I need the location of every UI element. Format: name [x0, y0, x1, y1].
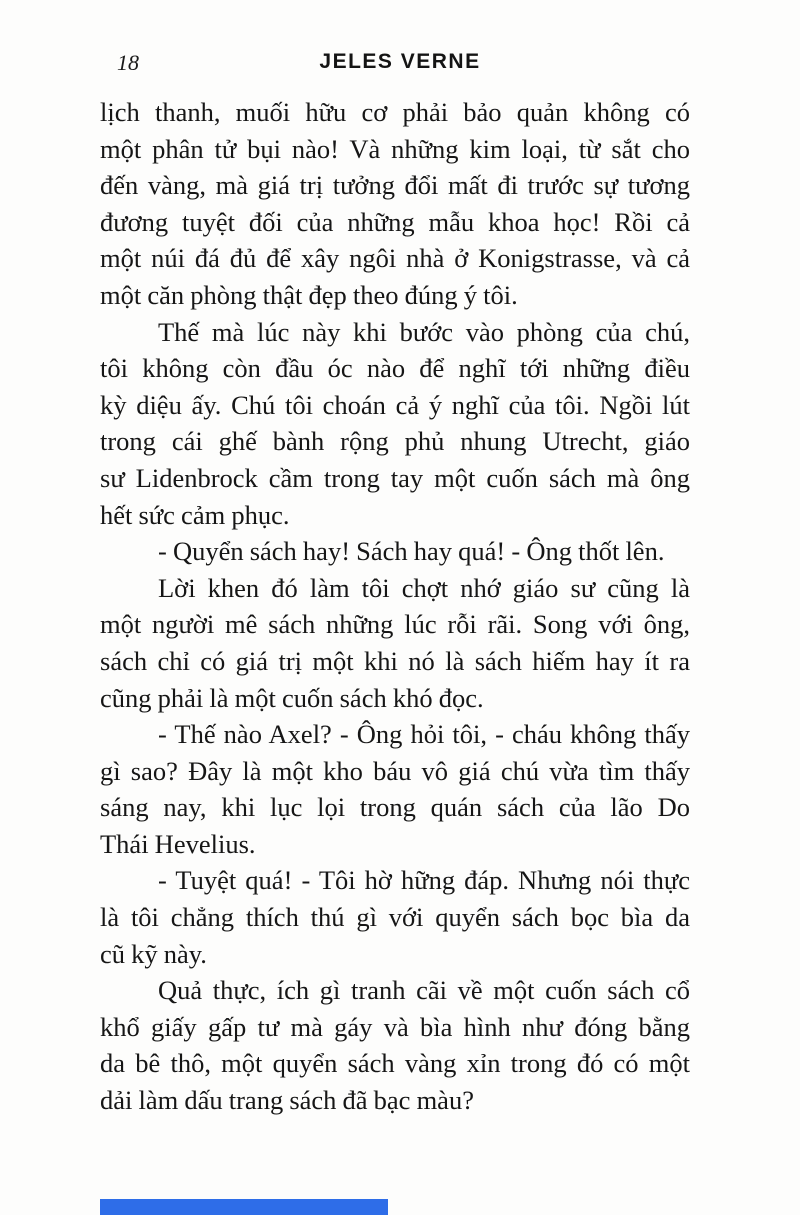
text-line: hết sức cảm phục.: [100, 499, 290, 530]
text-line: là tôi chẳng thích thú gì với quyển sách bọc bìa da: [100, 902, 690, 933]
text-line: gì sao? Đây là một kho báu vô giá chú vừa tìm thấy: [100, 755, 690, 786]
text-line: một phân tử bụi nào! Và những kim loại, từ sắt cho: [100, 133, 690, 164]
text-line: da bê thô, một quyển sách vàng xỉn trong đó có một: [100, 1048, 690, 1079]
text-line: một căn phòng thật đẹp theo đúng ý tôi.: [100, 279, 518, 310]
text-line: Quả thực, ích gì tranh cãi về một cuốn sách cổ: [158, 975, 690, 1006]
running-header-title: JELES VERNE: [319, 50, 481, 73]
text-line: cũ kỹ này.: [100, 938, 207, 969]
text-line: sách chỉ có giá trị một khi nó là sách hiếm hay ít ra: [100, 645, 690, 676]
text-line: đến vàng, mà giá trị tưởng đổi mất đi trước sự tương: [100, 170, 690, 201]
paragraph: [100, 972, 690, 1118]
text-line: - Quyển sách hay! Sách hay quá! - Ông thốt lên.: [158, 536, 665, 567]
paragraph: [100, 533, 690, 570]
text-line: đương tuyệt đối của những mẫu khoa học! Rồi cả: [100, 206, 690, 237]
text-line: một núi đá đủ để xây ngôi nhà ở Konigstrasse, và cả: [100, 243, 690, 274]
text-line: - Thế nào Axel? - Ông hỏi tôi, - cháu không thấy: [158, 719, 690, 750]
paragraph: [100, 716, 690, 862]
text-line: tôi không còn đầu óc nào để nghĩ tới những điều: [100, 353, 690, 384]
text-line: trong cái ghế bành rộng phủ nhung Utrecht, giáo: [100, 426, 690, 457]
text-line: lịch thanh, muối hữu cơ phải bảo quản không có: [100, 97, 690, 127]
text-line: Lời khen đó làm tôi chợt nhớ giáo sư cũng là: [158, 572, 690, 603]
page-number: 18: [117, 50, 139, 75]
text-line: dải làm dấu trang sách đã bạc màu?: [100, 1085, 474, 1116]
text-line: khổ giấy gấp tư mà gáy và bìa hình như đóng bằng: [100, 1011, 690, 1042]
page-body-text: [100, 94, 690, 1119]
paragraph: [100, 314, 690, 534]
running-header: [0, 48, 800, 78]
text-line: - Tuyệt quá! - Tôi hờ hững đáp. Nhưng nói thực: [158, 865, 690, 896]
text-line: cũng phải là một cuốn sách khó đọc.: [100, 682, 484, 713]
paragraph: [100, 94, 690, 314]
text-line: Thế mà lúc này khi bước vào phòng của chú,: [158, 316, 690, 347]
text-line: sư Lidenbrock cầm trong tay một cuốn sách mà ông: [100, 462, 690, 493]
text-line: kỳ diệu ấy. Chú tôi choán cả ý nghĩ của tôi. Ngồi lút: [100, 389, 690, 420]
reader-progress-bar[interactable]: [100, 1199, 388, 1215]
text-line: Thái Hevelius.: [100, 828, 256, 859]
text-line: một người mê sách những lúc rỗi rãi. Song với ông,: [100, 609, 690, 640]
paragraph: [100, 862, 690, 972]
text-line: sáng nay, khi lục lọi trong quán sách của lão Do: [100, 792, 690, 823]
paragraph: [100, 570, 690, 716]
